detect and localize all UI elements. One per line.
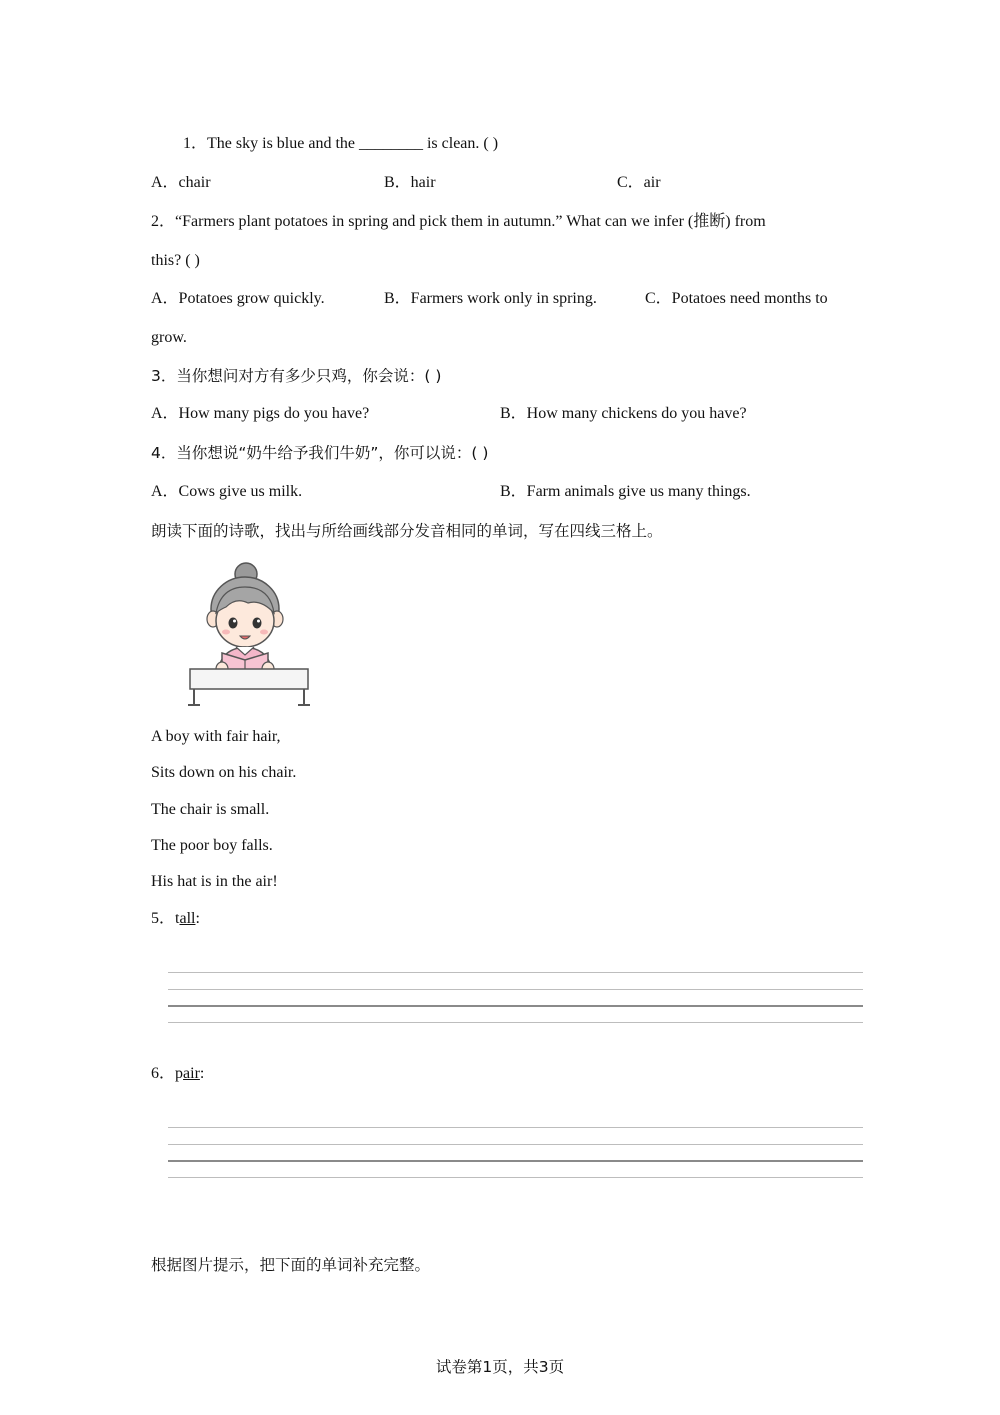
question-2 (151, 212, 766, 232)
writing-line (168, 1144, 863, 1145)
question-2-stem-line2: this? ( ) (151, 252, 200, 269)
question-5 (151, 909, 200, 929)
writing-line (168, 989, 863, 990)
writing-line (168, 1127, 863, 1128)
question-6 (151, 1064, 204, 1084)
question-6-number: 6． (151, 1065, 176, 1082)
question-2-option-c[interactable]: C．Potatoes need months to (645, 290, 828, 307)
writing-line-baseline (168, 1160, 863, 1162)
question-6-colon: : (199, 1065, 205, 1082)
poem-line-3: The chair is small. (151, 801, 270, 818)
question-2-number: 2． (151, 213, 176, 230)
phonics-instruction: 朗读下面的诗歌，找出与所给画线部分发音相同的单词，写在四线三格上。 (151, 522, 663, 540)
girl-reading-illustration (166, 557, 324, 712)
question-5-word-prefix: t (175, 910, 180, 927)
question-1-number: 1． (183, 135, 208, 152)
question-4-option-a[interactable]: A．Cows give us milk. (151, 483, 303, 500)
writing-line (168, 972, 863, 973)
poem-line-4: The poor boy falls. (151, 837, 273, 854)
word-completion-instruction: 根据图片提示，把下面的单词补充完整。 (151, 1256, 431, 1274)
poem-line-5: His hat is in the air! (151, 873, 278, 890)
question-1-stem: The sky is blue and the ________ is clean. ( ) (207, 135, 499, 152)
question-1-option-c[interactable]: C．air (617, 174, 661, 191)
question-5-colon: : (195, 910, 200, 927)
question-6-word-prefix: p (175, 1065, 184, 1082)
question-4-stem: 4．当你想说“奶牛给予我们牛奶”，你可以说：( ) (151, 444, 489, 462)
question-3-stem: 3．当你想问对方有多少只鸡，你会说：( ) (151, 367, 442, 385)
question-1 (183, 134, 498, 154)
question-1-option-b[interactable]: B．hair (384, 174, 436, 191)
question-2-option-c-continued: grow. (151, 329, 187, 346)
question-3-option-b[interactable]: B．How many chickens do you have? (500, 405, 747, 422)
poem-line-1: A boy with fair hair, (151, 728, 281, 745)
question-4-option-b[interactable]: B．Farm animals give us many things. (500, 483, 751, 500)
question-2-option-b[interactable]: B．Farmers work only in spring. (384, 290, 597, 307)
question-3-option-a[interactable]: A．How many pigs do you have? (151, 405, 370, 422)
writing-line (168, 1177, 863, 1178)
question-1-option-a[interactable]: A．chair (151, 174, 211, 191)
writing-line (168, 1022, 863, 1023)
poem-line-2: Sits down on his chair. (151, 764, 297, 781)
question-2-stem-line1: “Farmers plant potatoes in spring and pick them in autumn.” What can we infer (推断) from (175, 213, 766, 230)
page-footer: 试卷第1页，共3页 (435, 1358, 565, 1376)
question-5-number: 5． (151, 910, 176, 927)
question-6-underlined-part: air (183, 1065, 200, 1082)
question-6-writing-lines[interactable] (168, 1127, 863, 1179)
writing-line-baseline (168, 1005, 863, 1007)
question-2-option-a[interactable]: A．Potatoes grow quickly. (151, 290, 325, 307)
question-5-writing-lines[interactable] (168, 972, 863, 1024)
question-5-underlined-part: all (179, 910, 196, 927)
